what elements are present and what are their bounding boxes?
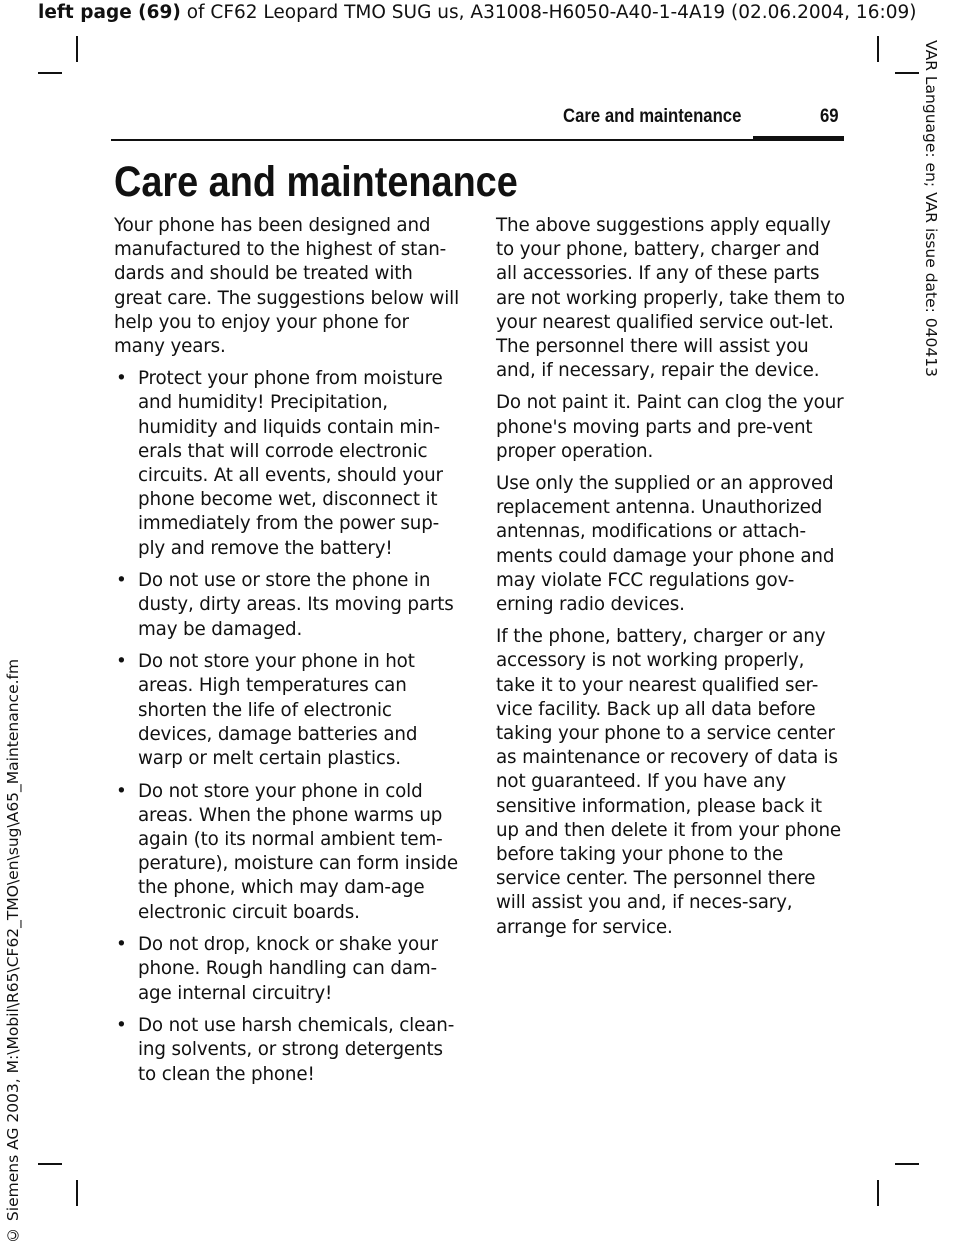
list-item-text: Do not store your phone in cold areas. When the phone warms up again (to its normal ambient tem-perature), moisture can form inside the phone, which may dam-age electronic circuit boards.	[138, 780, 458, 923]
list-item	[114, 569, 464, 642]
list-item-text: Do not store your phone in hot areas. High temperatures can shorten the life of electronic devices, damage batteries and warp or melt certain plastics.	[138, 651, 418, 770]
page-number: 69	[820, 106, 839, 127]
bullet-icon: •	[116, 570, 127, 592]
crop-mark-bottom-right-horizontal	[895, 1163, 919, 1165]
list-item-text: Do not drop, knock or shake your phone. Rough handling can dam-age internal circuitry!	[138, 934, 438, 1004]
crop-mark-bottom-left-vertical	[76, 1180, 78, 1206]
list-item-text: Do not use or store the phone in dusty, dirty areas. Its moving parts may be damaged.	[138, 570, 454, 640]
bullet-icon: •	[116, 934, 127, 956]
crop-mark-top-right-horizontal	[895, 72, 919, 74]
crop-mark-top-left-horizontal	[38, 72, 62, 74]
bullet-icon: •	[116, 1015, 127, 1037]
service-paragraph: If the phone, battery, charger or any accessory is not working properly, take it to your nearest qualified ser-vice facility. Back up all data before taking your phone to a service center as maintenance or recovery of data is not guaranteed. If you have any sensitive information, please back it up and then delete it from your phone before taking your phone to the service center. The personnel there will assist you and, if neces-sary, arrange for service.	[496, 626, 841, 938]
list-item	[114, 933, 464, 1006]
right-column	[496, 214, 846, 948]
copyright-file-path: © Siemens AG 2003, M:\Mobil\R65\CF62_TMO\en\sug\A65_Maintenance.fm	[4, 658, 22, 1244]
running-header-title: Care and maintenance	[563, 106, 742, 127]
bullet-icon: •	[116, 368, 127, 390]
antenna-paragraph: Use only the supplied or an approved replacement antenna. Unauthorized antennas, modifications or attach-ments could damage your phone and may violate FCC regulations gov-erning radio devices.	[496, 473, 835, 616]
list-item-text: Protect your phone from moisture and humidity! Precipitation, humidity and liquids contain min-erals that will corrode electronic circuits. At all events, should your phone become wet, disconnect it immediately from the power sup-ply and remove the battery!	[138, 368, 443, 559]
list-item-text: Do not use harsh chemicals, clean-ing solvents, or strong detergents to clean the phone!	[138, 1015, 455, 1085]
crop-mark-top-right-vertical	[877, 36, 879, 62]
language-issue-date-note: VAR Language: en; VAR issue date: 040413	[922, 40, 940, 377]
bullet-icon: •	[116, 780, 127, 802]
left-column	[114, 214, 464, 1095]
paint-paragraph: Do not paint it. Paint can clog the your phone's moving parts and pre-vent proper operation.	[496, 392, 844, 462]
header-rule-accent	[753, 136, 844, 141]
list-item	[114, 1014, 464, 1087]
bullet-icon: •	[116, 651, 127, 673]
crop-mark-bottom-right-vertical	[877, 1180, 879, 1206]
list-item	[114, 650, 464, 771]
accessories-paragraph: The above suggestions apply equally to your phone, battery, charger and all accessories. If any of these parts are not working properly, take them to your nearest qualified service out-let. The personnel there will assist you and, if necessary, repair the device.	[496, 215, 845, 382]
slug-page-label: left page (69)	[38, 2, 181, 23]
page-title: Care and maintenance	[114, 158, 518, 206]
crop-mark-bottom-left-horizontal	[38, 1163, 62, 1165]
list-item	[114, 367, 464, 561]
print-slug	[38, 2, 916, 23]
header-rule	[111, 139, 844, 141]
crop-mark-top-left-vertical	[76, 36, 78, 62]
care-tips-list	[114, 367, 464, 1087]
slug-document-info: of CF62 Leopard TMO SUG us, A31008-H6050-A40-1-4A19 (02.06.2004, 16:09)	[180, 2, 917, 23]
list-item	[114, 780, 464, 925]
intro-paragraph: Your phone has been designed and manufactured to the highest of stan-dards and should be treated with great care. The suggestions below will help you to enjoy your phone for many years.	[114, 215, 460, 358]
